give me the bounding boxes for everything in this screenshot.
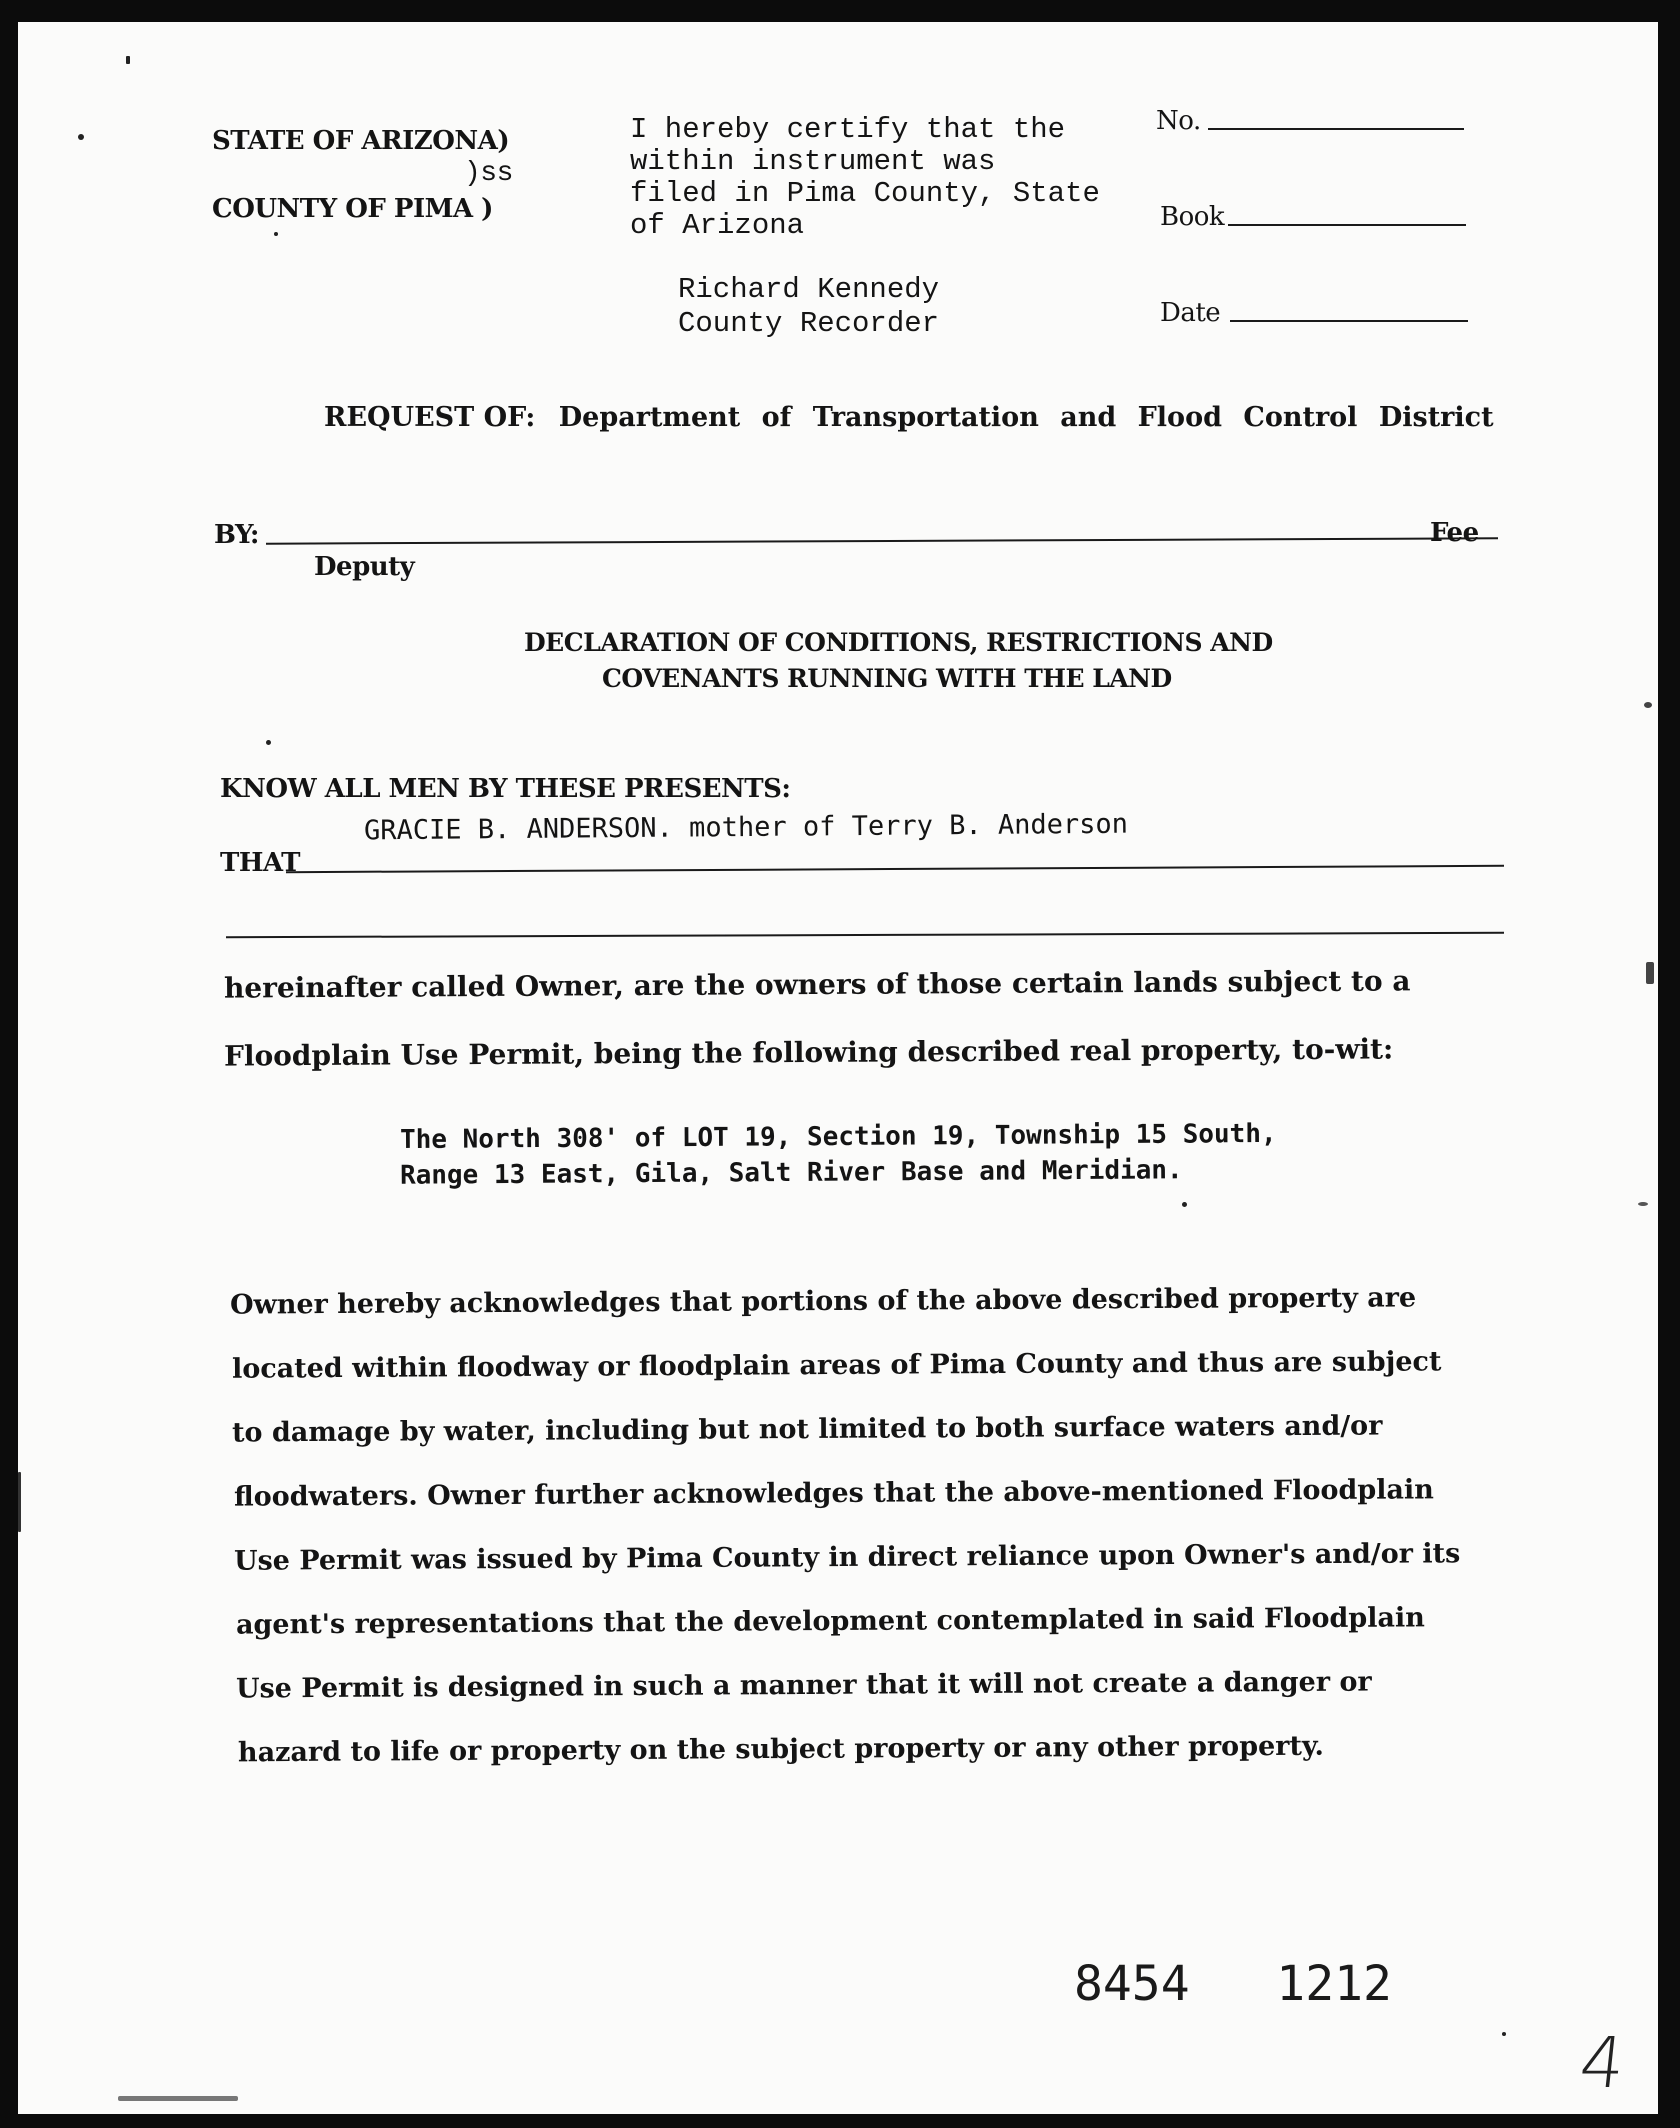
that-value: GRACIE B. ANDERSON. mother of Terry B. Anderson <box>363 808 1129 847</box>
page-number-mark: 4 <box>1575 2022 1629 2104</box>
certificate-line: I hereby certify that the <box>630 113 1066 146</box>
ack-line-5: Use Permit was issued by Pima County in direct reliance upon Owner's and/or its <box>233 1538 1461 1577</box>
request-label: REQUEST OF: <box>324 402 536 433</box>
by-line <box>266 537 1498 544</box>
request-value: Department of Transportation and Flood Control District <box>558 402 1494 433</box>
recording-number: 8454 1212 <box>1074 1956 1392 2012</box>
ack-line-3: to damage by water, including but not limited to both surface waters and/or <box>231 1410 1383 1449</box>
scan-speck <box>118 2096 238 2101</box>
caption-county: COUNTY OF PIMA ) <box>212 194 493 224</box>
book-label: Book <box>1160 202 1225 232</box>
certificate-line: filed in Pima County, State <box>630 177 1100 210</box>
scan-speck <box>1638 1202 1648 1206</box>
owner-line-2: Floodplain Use Permit, being the following described real property, to-wit: <box>223 1032 1394 1073</box>
know-all-heading: KNOW ALL MEN BY THESE PRESENTS: <box>220 774 791 804</box>
recorder-name: Richard Kennedy <box>678 273 940 306</box>
date-line <box>1230 320 1468 322</box>
ack-line-8: hazard to life or property on the subject property or any other property. <box>237 1730 1324 1769</box>
scan-speck <box>78 134 84 140</box>
certificate-line: of Arizona <box>630 209 805 242</box>
scan-speck <box>274 232 278 236</box>
deputy-label: Deputy <box>314 552 415 582</box>
ack-line-7: Use Permit is designed in such a manner that it will not create a danger or <box>235 1666 1372 1705</box>
declaration-title-line1: DECLARATION OF CONDITIONS, RESTRICTIONS AND <box>524 628 1273 657</box>
scan-speck <box>1182 1202 1187 1207</box>
that-line <box>286 865 1504 873</box>
ack-line-4: floodwaters. Owner further acknowledges that the above-mentioned Floodplain <box>233 1474 1434 1513</box>
scan-speck <box>1502 2032 1506 2036</box>
recorder-title: County Recorder <box>678 307 940 340</box>
no-line <box>1208 128 1464 130</box>
scan-speck <box>1644 702 1652 708</box>
scan-speck <box>266 740 271 745</box>
legal-line-2: Range 13 East, Gila, Salt River Base and Meridian. <box>399 1155 1183 1191</box>
legal-line-1: The North 308' of LOT 19, Section 19, Township 15 South, <box>399 1118 1277 1156</box>
that-line-2 <box>226 932 1504 938</box>
fee-label: Fee <box>1430 518 1479 548</box>
declaration-title-line2: COVENANTS RUNNING WITH THE LAND <box>602 664 1172 693</box>
scan-speck <box>126 56 130 64</box>
that-label: THAT <box>220 848 301 878</box>
caption-ss: )ss <box>464 158 513 189</box>
ack-line-2: located within floodway or floodplain areas of Pima County and thus are subject <box>231 1346 1442 1385</box>
caption-state: STATE OF ARIZONA) <box>212 126 510 156</box>
document-page <box>18 22 1658 2114</box>
ack-line-1: Owner hereby acknowledges that portions of the above described property are <box>229 1282 1417 1321</box>
date-label: Date <box>1160 298 1221 328</box>
scan-speck <box>18 1472 21 1532</box>
owner-line-1: hereinafter called Owner, are the owners of those certain lands subject to a <box>223 964 1411 1005</box>
certificate-line: within instrument was <box>630 145 996 178</box>
no-label: No. <box>1156 106 1201 136</box>
certificate-text <box>630 114 1100 242</box>
by-label: BY: <box>214 520 259 550</box>
scan-speck <box>1646 962 1654 984</box>
ack-line-6: agent's representations that the development contemplated in said Floodplain <box>235 1602 1425 1641</box>
request-row <box>324 402 1494 433</box>
book-line <box>1228 224 1466 226</box>
